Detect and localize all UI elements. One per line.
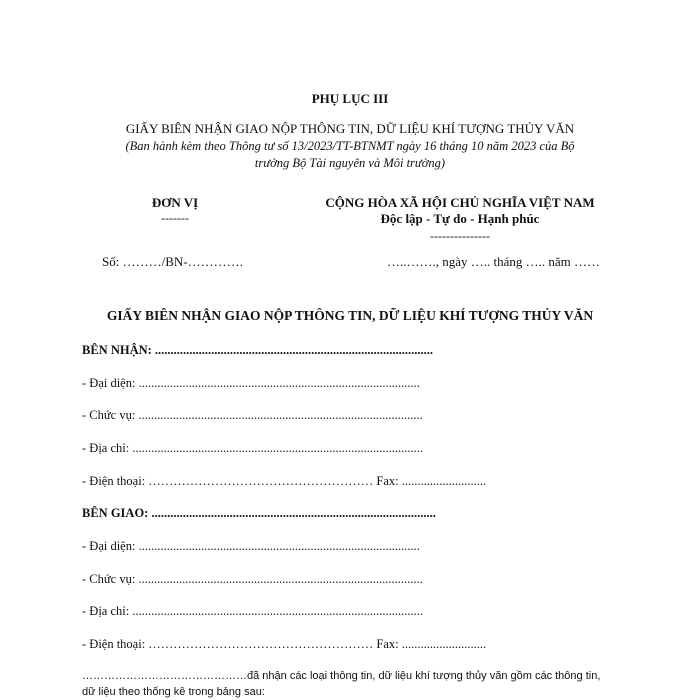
receipt-statement-line-2: dữ liệu theo thống kê trong bảng sau: — [82, 686, 265, 698]
motto-divider: --------------- — [430, 229, 490, 243]
main-title: GIẤY BIÊN NHẬN GIAO NỘP THÔNG TIN, DỮ LIỆU KHÍ TƯỢNG THỦY VĂN — [106, 308, 594, 323]
sender-representative: - Đại diện: .......................................................................................... — [82, 539, 420, 553]
document-title: GIẤY BIÊN NHẬN GIAO NỘP THÔNG TIN, DỮ LIỆU KHÍ TƯỢNG THỦY VĂN — [125, 121, 575, 136]
unit-name: ĐƠN VỊ — [151, 195, 199, 210]
issued-note-line-2: trưởng Bộ Tài nguyên và Môi trường) — [254, 156, 446, 170]
receiver-label: BÊN NHẬN: ......................................................................................... — [82, 343, 434, 357]
sender-label: BÊN GIAO: ........................................................................................... — [82, 506, 436, 520]
receipt-statement-line-1: ………………………………………đã nhận các loại thông tin, dữ liệu khí tượng thủy văn gồm các thông tin, — [82, 670, 601, 682]
appendix-label: PHỤ LỤC III — [311, 91, 389, 106]
sender-phone-fax: - Điện thoại: ……………………………………………… Fax: ........................... — [82, 637, 487, 651]
receiver-address: - Địa chỉ: ............................................................................................. — [82, 441, 423, 455]
receiver-representative: - Đại diện: .......................................................................................... — [82, 376, 420, 390]
receiver-position: - Chức vụ: ........................................................................................... — [82, 408, 423, 422]
issued-note-line-1: (Ban hành kèm theo Thông tư số 13/2023/TT-BTNMT ngày 16 tháng 10 năm 2023 của Bộ — [125, 139, 575, 153]
sender-position: - Chức vụ: ........................................................................................... — [82, 572, 423, 586]
receiver-phone-fax: - Điện thoại: ……………………………………………… Fax: ........................... — [82, 474, 487, 488]
national-motto: Độc lập - Tự do - Hạnh phúc — [380, 211, 540, 226]
sender-address: - Địa chỉ: ............................................................................................. — [82, 604, 423, 618]
document-number: Số: ………/BN-…………. — [102, 254, 243, 269]
republic-heading: CỘNG HÒA XÃ HỘI CHỦ NGHĨA VIỆT NAM — [325, 195, 595, 210]
document-date: …..……., ngày ….. tháng ….. năm …… — [387, 254, 601, 269]
issued-note — [90, 138, 610, 172]
unit-divider: ------- — [161, 211, 189, 225]
